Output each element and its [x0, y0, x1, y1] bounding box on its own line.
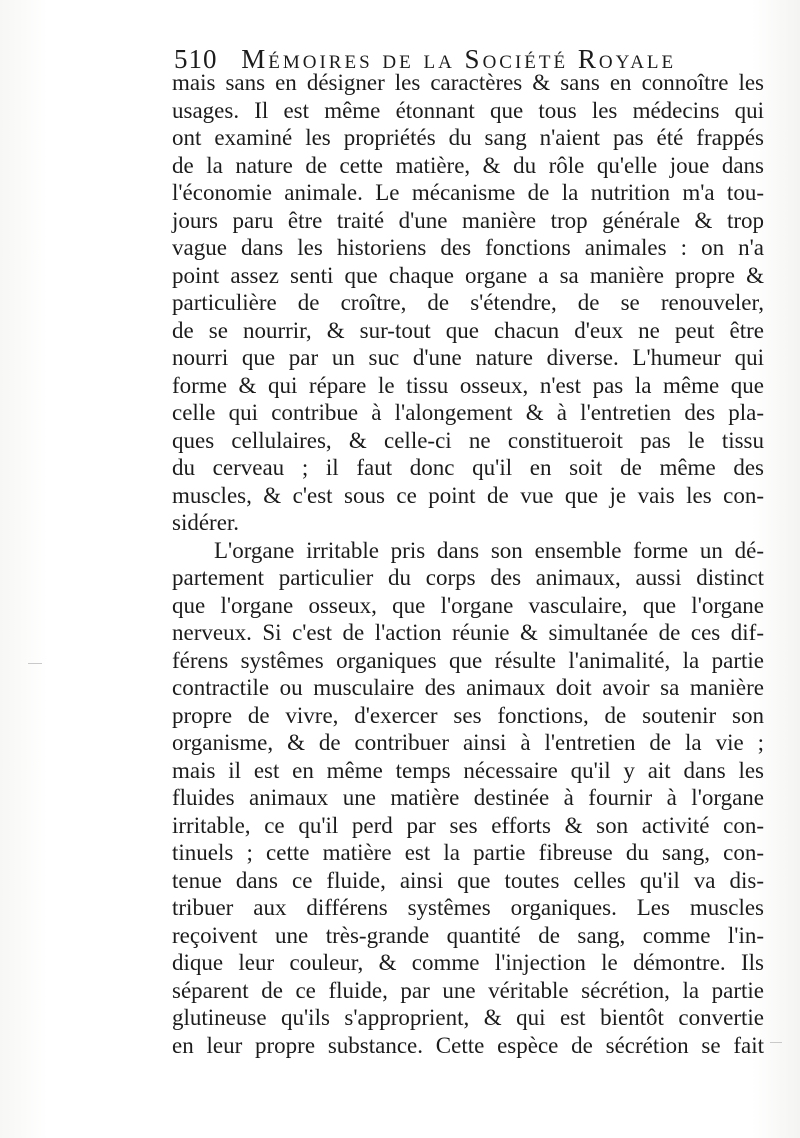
text-line: ont examiné les propriétés du sang n'aient pas été frappés	[172, 125, 764, 150]
text-line: de se nourrir, & sur-tout que chacun d'eux ne peut être	[172, 317, 764, 343]
text-line: que l'organe osseux, que l'organe vasculaire, que l'organe	[172, 592, 764, 618]
text-line: tenue dans ce fluide, ainsi que toutes celles qu'il va dis-	[172, 867, 764, 893]
running-title: Mémoires de la Société Royale	[241, 44, 677, 74]
text-line: jours paru être traité d'une manière trop générale & trop	[172, 207, 764, 233]
text-line: du cerveau ; il faut donc qu'il en soit de même des	[172, 455, 764, 480]
text-line: particulière de croître, de s'étendre, de se renouveler,	[172, 290, 764, 315]
text-line: fluides animaux une matière destinée à fournir à l'organe	[172, 785, 764, 810]
text-line: glutineuse qu'ils s'approprient, & qui est bientôt convertie	[172, 1005, 764, 1030]
text-line: forme & qui répare le tissu osseux, n'est pas la même que	[172, 372, 764, 398]
text-line: dique leur couleur, & comme l'injection le démontre. Ils	[172, 950, 764, 975]
paragraph-end-line: sidérer.	[172, 510, 240, 535]
text-line: celle qui contribue à l'alongement & à l'entretien des pla-	[172, 400, 764, 425]
text-line: propre de vivre, d'exercer ses fonctions, de soutenir son	[172, 702, 764, 728]
text-line: reçoivent une très-grande quantité de sang, comme l'in-	[172, 922, 764, 948]
text-line: nourri que par un suc d'une nature diverse. L'humeur qui	[172, 345, 764, 370]
page-number: 510	[174, 44, 218, 74]
text-line: point assez senti que chaque organe a sa manière propre &	[172, 262, 764, 288]
text-line: organisme, & de contribuer ainsi à l'entretien de la vie ;	[172, 730, 764, 755]
text-line: usages. Il est même étonnant que tous les médecins qui	[172, 97, 764, 123]
text-line: irritable, ce qu'il perd par ses efforts & son activité con-	[172, 812, 764, 838]
text-line: muscles, & c'est sous ce point de vue que je vais les con-	[172, 482, 764, 508]
text-line: tinuels ; cette matière est la partie fibreuse du sang, con-	[172, 840, 764, 865]
text-line: tribuer aux différens systêmes organiques. Les muscles	[172, 895, 764, 920]
margin-speck	[28, 663, 42, 664]
margin-speck	[770, 1042, 782, 1043]
text-line: en leur propre substance. Cette espèce de sécrétion se fait	[172, 1032, 764, 1058]
body-text	[172, 69, 764, 1059]
text-line: mais sans en désigner les caractères & sans en connoître les	[172, 70, 764, 95]
text-line: férens systêmes organiques que résulte l'animalité, la partie	[172, 647, 764, 673]
text-line: mais il est en même temps nécessaire qu'il y ait dans les	[172, 757, 764, 783]
text-line: partement particulier du corps des animaux, aussi distinct	[172, 565, 764, 590]
text-line: séparent de ce fluide, par une véritable sécrétion, la partie	[172, 977, 764, 1003]
text-line: contractile ou musculaire des animaux doit avoir sa manière	[172, 675, 764, 700]
text-line: ques cellulaires, & celle-ci ne constitueroit pas le tissu	[172, 427, 764, 453]
text-line: l'économie animale. Le mécanisme de la nutrition m'a tou-	[172, 180, 764, 205]
text-line: de la nature de cette matière, & du rôle qu'elle joue dans	[172, 152, 764, 178]
paragraph-start-line: L'organe irritable pris dans son ensemble forme un dé-	[214, 537, 764, 563]
text-line: nerveux. Si c'est de l'action réunie & simultanée de ces dif-	[172, 620, 764, 645]
text-line: vague dans les historiens des fonctions animales : on n'a	[172, 235, 764, 260]
